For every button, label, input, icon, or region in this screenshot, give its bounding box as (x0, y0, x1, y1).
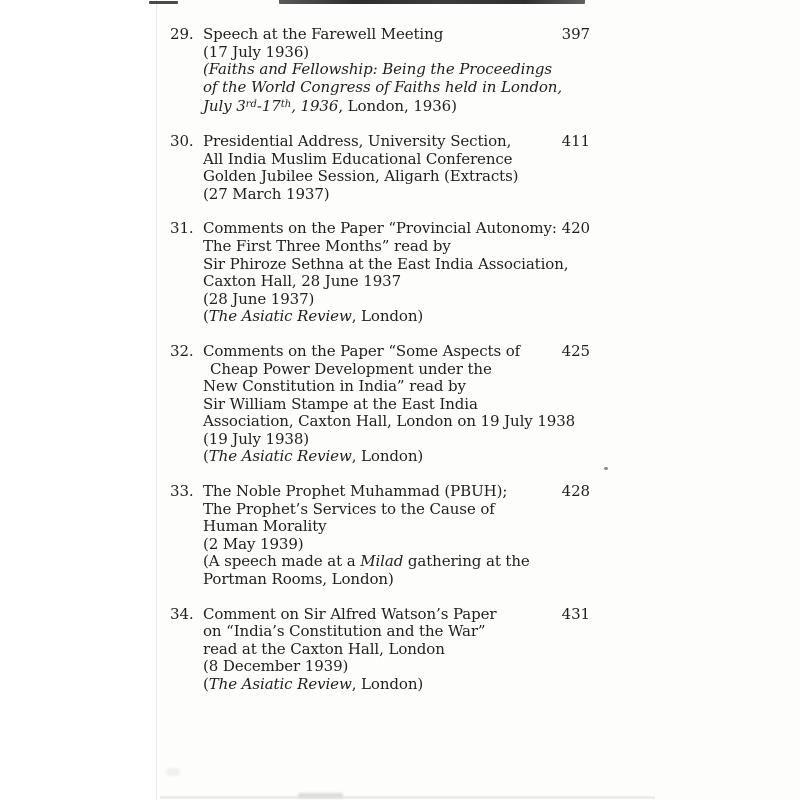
entry-line (203, 431, 590, 449)
toc-entry (170, 343, 590, 466)
entry-line (203, 186, 590, 204)
entry-text: read at the Caxton Hall, London (203, 639, 445, 658)
entry-text: The Prophet’s Services to the Cause of (203, 499, 495, 518)
entry-text: gathering at the (403, 552, 530, 571)
entry-line (203, 396, 590, 414)
entry-page-number: 425 (561, 341, 590, 360)
entry-line (203, 553, 590, 571)
entry-text: (27 March 1937) (203, 184, 330, 203)
entry-line (203, 291, 590, 309)
entry-text: , London) (351, 307, 424, 326)
entry-text-italic: July 3 (203, 97, 246, 116)
entry-text: All India Muslim Educational Conference (203, 149, 513, 168)
entry-text: , London) (351, 447, 424, 466)
entry-text: (A speech made at a (203, 552, 361, 571)
toc-entry (170, 606, 590, 694)
entry-text-italic: th (280, 99, 292, 111)
scan-artifact-top-dash (149, 1, 178, 4)
entry-page-number: 397 (561, 25, 590, 43)
entry-line (203, 518, 590, 536)
entry-line (203, 79, 590, 97)
entry-line (203, 606, 590, 624)
entry-text: (2 May 1939) (203, 534, 304, 553)
entry-line (203, 220, 590, 238)
entry-text-italic: rd (245, 99, 257, 111)
entry-number: 34. (170, 604, 194, 623)
entry-text: Golden Jubilee Session, Aligarh (Extracts) (203, 167, 519, 186)
toc-entry (170, 220, 590, 326)
entry-line (203, 378, 590, 396)
entry-text-italic: The Asiatic Review (208, 307, 352, 326)
entry-text: The Noble Prophet Muhammad (PBUH); (203, 482, 508, 501)
entry-text: Speech at the Farewell Meeting (203, 25, 444, 43)
entry-line (203, 273, 590, 291)
entry-text: Comments on the Paper “Some Aspects of (203, 341, 521, 360)
entry-text: Sir William Stampe at the East India (203, 394, 478, 413)
scan-artifact-left-speck (166, 768, 180, 776)
entry-text-italic: Faiths and Fellowship: Being the Proceedings (208, 60, 553, 79)
toc-list (170, 26, 590, 711)
entry-text: ( (203, 447, 209, 466)
entry-line (203, 26, 590, 44)
entry-line (203, 448, 590, 466)
entry-number: 33. (170, 482, 194, 501)
entry-text: , London) (351, 675, 424, 693)
entry-line (203, 256, 590, 274)
entry-text-italic: , 1936 (291, 97, 339, 116)
entry-number: 29. (170, 25, 194, 43)
entry-page-number: 431 (561, 604, 590, 623)
entry-number: 31. (170, 219, 194, 238)
entry-text: Sir Phiroze Sethna at the East India Association, (203, 254, 569, 273)
entry-text-italic: ( (203, 60, 209, 79)
entry-text: Cheap Power Development under the (210, 359, 492, 378)
toc-entry (170, 133, 590, 203)
entry-text: (28 June 1937) (203, 289, 315, 308)
entry-page-number: 411 (561, 131, 590, 150)
entry-text: Caxton Hall, 28 June 1937 (203, 272, 402, 291)
entry-line (203, 571, 590, 589)
scan-artifact-bottom-smudge (298, 793, 343, 798)
entry-line (203, 658, 590, 676)
entry-text: Association, Caxton Hall, London on 19 July 1938 (203, 412, 576, 431)
entry-text: Presidential Address, University Section, (203, 131, 512, 150)
toc-entry (170, 483, 590, 589)
entry-text: , London, 1936) (338, 97, 457, 116)
entry-text: The First Three Months” read by (203, 236, 451, 255)
entry-text: (19 July 1938) (203, 429, 310, 448)
entry-text: ( (203, 307, 209, 326)
entry-line (203, 238, 590, 256)
scan-artifact-top-bar (279, 0, 585, 4)
entry-text-italic: -17 (256, 97, 281, 116)
entry-line (203, 151, 590, 169)
entry-number: 32. (170, 341, 194, 360)
entry-text-italic: The Asiatic Review (208, 675, 352, 693)
entry-line (203, 361, 590, 379)
entry-line (203, 623, 590, 641)
entry-line (203, 483, 590, 501)
entry-lines (203, 133, 590, 203)
entry-lines (203, 26, 590, 116)
entry-line (203, 676, 590, 694)
entry-text: on “India’s Constitution and the War” (203, 622, 486, 641)
entry-text-italic: of the World Congress of Faiths held in London, (203, 77, 563, 96)
entry-text: Comment on Sir Alfred Watson’s Paper (203, 604, 497, 623)
toc-entry (170, 26, 590, 116)
entry-text: ( (203, 675, 209, 693)
entry-text: Comments on the Paper “Provincial Autonomy: (203, 219, 557, 238)
entry-line (203, 343, 590, 361)
entry-line (203, 413, 590, 431)
entry-line (203, 308, 590, 326)
entry-line (203, 133, 590, 151)
entry-line (203, 96, 590, 116)
entry-line (203, 501, 590, 519)
scan-artifact-speck (604, 467, 608, 470)
entry-page-number: 428 (561, 482, 590, 501)
entry-lines (203, 343, 590, 466)
entry-number: 30. (170, 131, 194, 150)
entry-text: Human Morality (203, 517, 327, 536)
entry-text: New Constitution in India” read by (203, 377, 466, 396)
entry-page-number: 420 (561, 219, 590, 238)
entry-lines (203, 483, 590, 589)
entry-text: Portman Rooms, London) (203, 570, 394, 589)
entry-line (203, 61, 590, 79)
entry-line (203, 44, 590, 62)
entry-line (203, 168, 590, 186)
scan-artifact-bottom-bar (160, 796, 655, 799)
entry-text-italic: Milad (360, 552, 404, 571)
entry-text: (8 December 1939) (203, 657, 349, 676)
entry-line (203, 641, 590, 659)
entry-text: (17 July 1936) (203, 42, 310, 61)
entry-lines (203, 220, 590, 326)
entry-text-italic: The Asiatic Review (208, 447, 352, 466)
entry-lines (203, 606, 590, 694)
entry-line (203, 536, 590, 554)
